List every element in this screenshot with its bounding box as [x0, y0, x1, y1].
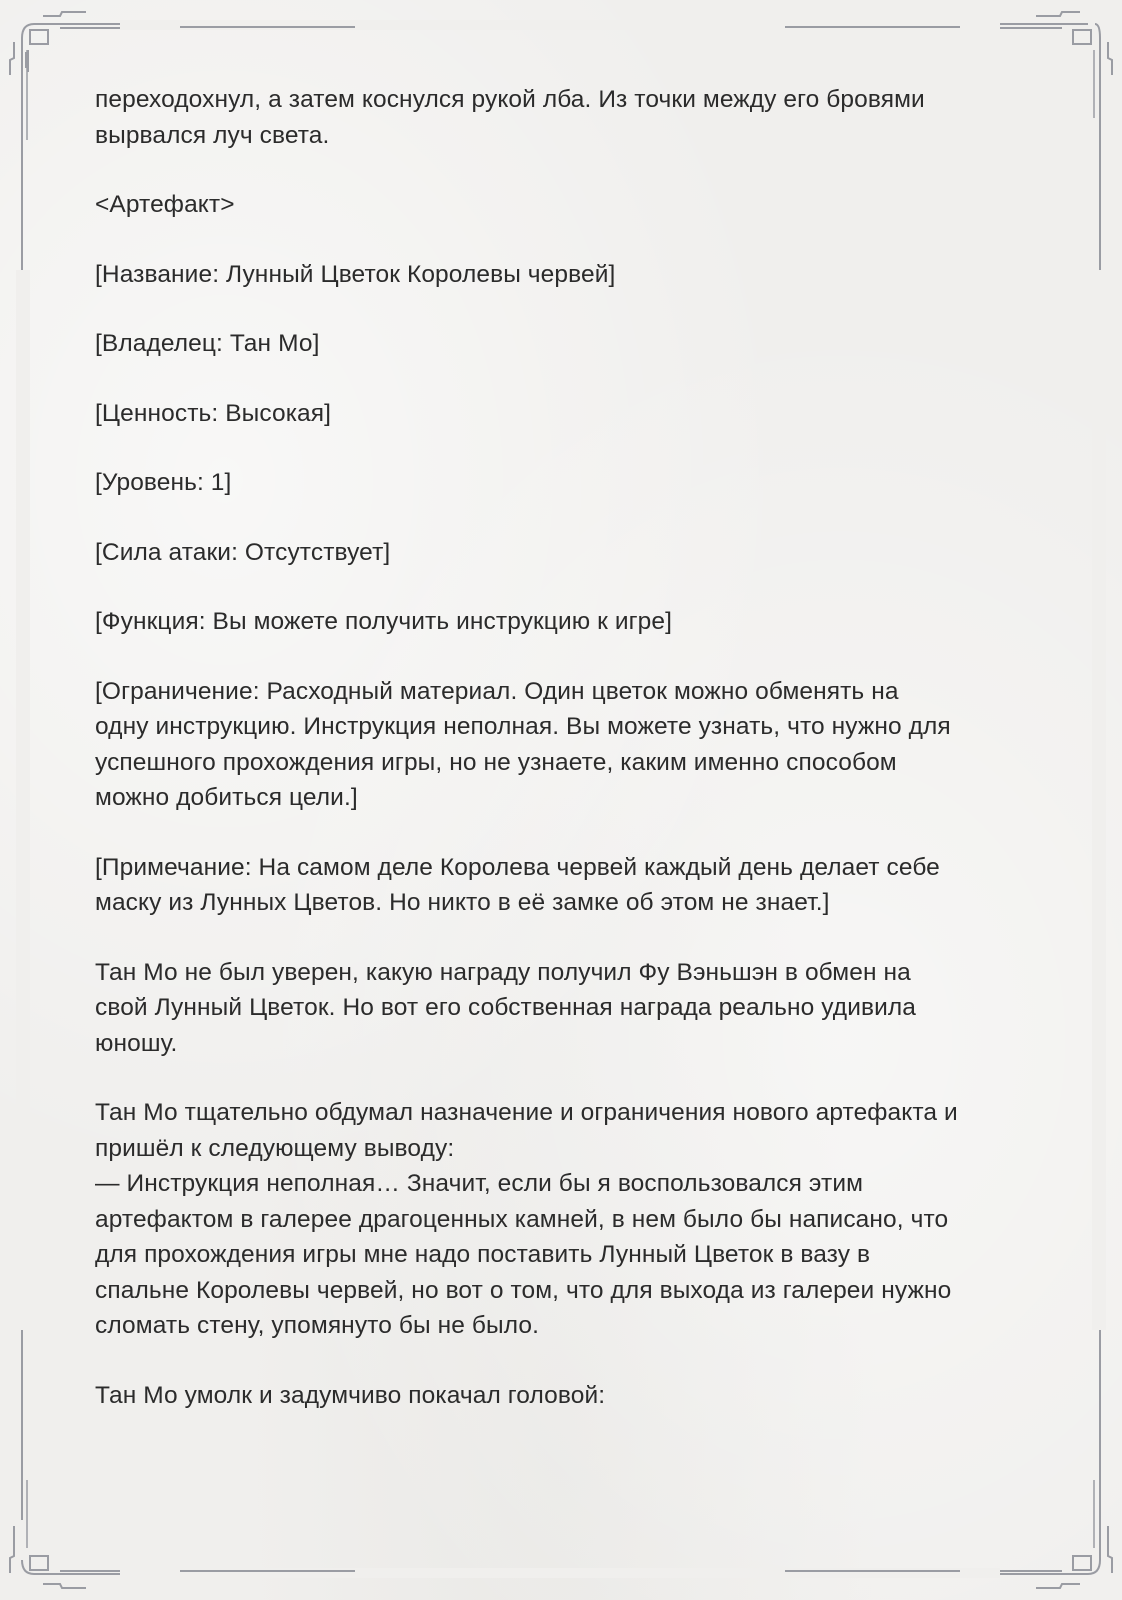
text-line: юношу.: [95, 1029, 178, 1057]
paragraph-conclusion: [95, 1095, 1025, 1344]
text-line: [Ограничение: Расходный материал. Один цветок можно обменять на: [95, 677, 899, 705]
text-line: [Сила атаки: Отсутствует]: [95, 538, 391, 566]
text-line: спальне Королевы червей, но вот о том, что для выхода из галереи нужно: [95, 1276, 952, 1304]
artifact-level: [95, 465, 1025, 501]
paragraph-intro: [95, 82, 1025, 153]
artifact-owner: [95, 326, 1025, 362]
text-line: пришёл к следующему выводу:: [95, 1134, 455, 1162]
artifact-function: [95, 604, 1025, 640]
text-line: сломать стену, упомянуто бы не было.: [95, 1312, 540, 1339]
paragraph-final: [95, 1378, 1025, 1414]
text-line: переходохнул, а затем коснулся рукой лба. Из точки между его бровями: [95, 86, 925, 113]
artifact-heading: [95, 187, 1025, 223]
text-line: успешного прохождения игры, но не узнаете, каким именно способом: [95, 748, 897, 776]
artifact-attack: [95, 535, 1025, 571]
text-line: Тан Мо умолк и задумчиво покачал головой:: [95, 1381, 606, 1409]
artifact-limitation: [95, 674, 1025, 816]
text-line: Тан Мо не был уверен, какую награду получил Фу Вэньшэн в обмен на: [95, 958, 911, 986]
text-line: [Название: Лунный Цветок Королевы червей]: [95, 260, 616, 288]
text-line: — Инструкция неполная… Значит, если бы я воспользовался этим: [95, 1170, 864, 1197]
text-line: можно добиться цели.]: [95, 784, 358, 811]
corner-ornament-bottom-right: [1000, 1480, 1112, 1588]
text-line: [Ценность: Высокая]: [95, 399, 332, 427]
text-line: [Уровень: 1]: [95, 469, 232, 496]
text-line: [Функция: Вы можете получить инструкцию к игре]: [95, 608, 673, 635]
corner-ornament-bottom-left: [10, 1480, 1088, 1588]
text-line: [Примечание: На самом деле Королева червей каждый день делает себе: [95, 853, 940, 881]
text-line: одну инструкцию. Инструкция неполная. Вы можете узнать, что нужно для: [95, 713, 951, 740]
text-line: маску из Лунных Цветов. Но никто в её замке об этом не знает.]: [95, 889, 830, 916]
text-line: вырвался луч света.: [95, 121, 330, 149]
text-line: [Владелец: Тан Мо]: [95, 330, 320, 357]
text-line: Тан Мо тщательно обдумал назначение и ограничения нового артефакта и: [95, 1099, 958, 1126]
document-body: [95, 82, 1025, 1447]
text-line: <Артефакт>: [95, 191, 235, 218]
text-line: артефактом в галерее драгоценных камней, в нем было бы написано, что: [95, 1205, 949, 1233]
artifact-name: [95, 257, 1025, 293]
text-line: для прохождения игры мне надо поставить Лунный Цветок в вазу в: [95, 1241, 871, 1268]
text-line: свой Лунный Цветок. Но вот его собственная награда реально удивила: [95, 994, 917, 1021]
paragraph-reward: [95, 955, 1025, 1062]
artifact-note: [95, 850, 1025, 921]
artifact-value: [95, 396, 1025, 432]
